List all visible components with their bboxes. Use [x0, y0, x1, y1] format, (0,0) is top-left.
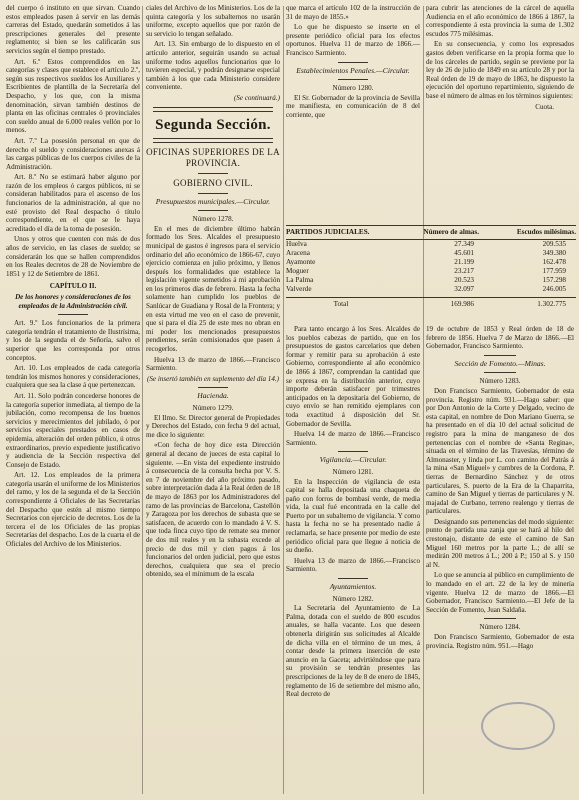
notice-number: Número 1279. [192, 404, 234, 412]
vigilancia-heading: Vigilancia.—Circular. [319, 455, 387, 465]
header-partidos: PARTIDOS JUDICIALES. [286, 228, 370, 236]
article-7: Art. 7.º La posesión personal en que de derecho el sueldo y consideraciones anexas á las cargas públicas de los cuerpos civiles de la Administración. [6, 136, 140, 171]
table-row [286, 249, 576, 258]
ayuntamientos-heading: Ayuntamientos. [329, 582, 377, 592]
column-2 [146, 4, 280, 796]
almas-cell: 20.523 [454, 276, 474, 284]
partido-cell: Huelva [286, 240, 307, 248]
column-divider [283, 6, 284, 794]
paragraph: Don Francisco Sarmiento, Gobernador de esta provincia. Registro núm. 951.—Hago [426, 633, 574, 650]
divider [198, 193, 227, 194]
column-3-bottom [286, 325, 420, 796]
paragraph: «Con fecha de hoy dice esta Dirección general al decano de jueces de esta capital lo siguiente. —En vista del expediente instruido á consecuencia de la consulta hecha por V. S. en 7 de noviembre del año próximo pasado, sobre interpretación dada á la Real órden de 18 de mayo de 1863 por los Administradores del ramo de las provincias de Barcelona, Castellón y Zaragoza por los derechos de subasta que se satisfacen, de acuerdo con lo mandado á V. S. que toda finca cuyo tipo de remate sea menor de dos mil reales y en la subasta excede al precio de dos mil y cien pagos á los funcionarios del orden judicial, pero que estos derechos, cualquiera que sea el precio obtenido, sea el mínimum de la escala [146, 441, 280, 579]
escudos-cell: 246.005 [542, 285, 566, 293]
column-1 [6, 4, 140, 796]
partido-cell: Ayamonte [286, 258, 316, 266]
paragraph: Para tanto encargo á los Sres. Alcaldes de los pueblos cabezas de partido, que en los presupuestos de gastos carcelarios que deben formar y remitir para su aprobación á este Gobierno, correspondiente al año económico de 1866 á 1867, comprendan la cantidad que se expresa en la distribución anterior, cuyo importe deberán satisfacer por trimestres anticipados en la depositaría del Gobierno, de cuyo envío se han remitido ejemplares con toda exactitud á disposición del Sr. Gobernador de Sevilla. [286, 325, 420, 428]
insert-note: (Se insertó también en suplemento del día 14.) [147, 374, 279, 383]
notice-number: Número 1284. [479, 623, 521, 632]
paragraph: del cuerpo ó instituto en que sirvan. Cuando estos empleados pasen á servir en las demás carreras del Estado, quedarán sometidos á las prescripciones generales del presente reglamento; si bien se les calificarán sus servicios según el tiempo prestado. [6, 4, 140, 55]
almas-cell: 23.217 [454, 267, 474, 275]
almas-cell: 32.097 [454, 285, 474, 293]
divider [338, 62, 367, 63]
gobierno-civil-heading: GOBIERNO CIVIL. [173, 177, 253, 188]
paragraph: Unos y otros que cuenten con más de dos años de servicio, en las clases de sueldo; se considerarán los que se hallen comprendidos en los Reales decretos de 28 de Noviembre de 1851 y 12 de Setiembre de 1861. [6, 235, 140, 278]
column-3-top [286, 4, 420, 220]
divider [338, 451, 367, 452]
escudos-cell: 162.478 [542, 258, 566, 266]
paragraph: En el mes de diciembre último habrán formado los Sres. Alcaldes el presupuesto municipal de gastos é ingresos para el servicio ordinario del año económico de 1866-67, cuyo ejercicio comienza en julio próximo, y llenos después los formalidades que establece la legislación vigente sometidos á mi aprobación en los primeros días de febrero. Hasta la fecha solamente han cumplido los pueblos de Sanlúcar de Guadiana y Rosal de la Frontera; y en esta virtud me veo en el caso de prevenir, que si para el día 25 de este mes no obran en mi poder los mencionados presupuestos pendientes, serán comisionados que pasen á recogerlos. [146, 224, 280, 354]
escudos-cell: 209.535 [542, 240, 566, 248]
chapter-title: CAPÍTULO II. [49, 282, 97, 291]
article-8: Art. 8.º No se estimará haber alguno por razón de los empleos ó cargos públicos, ni se consideran habilitados para el ascenso de los funcionarios de la administración, al que no esté provisto del Real despacho ó título correspondiente, en el que se le haya acreditado el día de la toma de posesión. [6, 173, 140, 233]
paragraph: El Sr. Gobernador de la provincia de Sevilla me manifiesta, en comunicación de 8 del corriente, que [286, 93, 420, 119]
continued-note: (Se continuará.) [233, 93, 280, 102]
section-subtitle: OFICINAS SUPERIORES DE LA PROVINCIA. [146, 146, 280, 168]
paragraph: Don Francisco Sarmiento, Gobernador de esta provincia. Registro núm. 931.—Hago saber: que por Don Antonio de la Corte y Delgado, vecino de esta capital, en nombre de Don Mariano Guerra, se ha presentado en el día 10 del actual solicitud de registro para la mina de manganeso de dos pertenencias con el nombre de «Santa Regina», situada en el término de las Travesías, término de Almonaster, y linda por L. con camino del Patrás á la mina «San Miguel» y cumbres de la Cordona, P. tierras de Bernardino Sánchez y de otros particulares, S. puerto de la Era de la Chaparrita, camino de San Miguel y tierras de particulares y N. majadal de Curbano, terreno realengo y tierras de particulares. [426, 386, 574, 516]
partido-cell: La Palma [286, 276, 314, 284]
paragraph: En su consecuencia, y como los expresados gastos deben verificarse en la propia forma que lo de los cárceles de partido, según se previene por la ley de 26 de julio de 1849 en su artículo 28 y por la Real órden de 19 de mayo de 1863, he dispuesto la ejecución del oportuno repartimiento, siguiendo de base el número de almas en los términos siguientes: [426, 40, 574, 100]
paragraph: que marca el artículo 102 de la instrucción de 31 de mayo de 1855.» [286, 4, 420, 21]
table-row [286, 267, 576, 276]
paragraph: Lo que he dispuesto se inserte en el presente periódico oficial para los efectos oportunos. Huelva 11 de marzo de 1866.—Francisco Sarmiento. [286, 23, 420, 57]
total-label: Total [333, 300, 349, 308]
table-header [286, 225, 576, 240]
divider [58, 314, 87, 315]
census-table [286, 225, 576, 309]
divider [198, 387, 227, 388]
escudos-cell: 349.380 [542, 249, 566, 257]
partido-cell: Moguer [286, 267, 309, 275]
paragraph: El Ilmo. Sr. Director general de Propiedades y Derechos del Estado, con fecha 9 del actual, me dice lo siguiente: [146, 413, 280, 439]
signature: Huelva 13 de marzo de 1866.—Francisco Sarmiento. [286, 556, 420, 574]
divider [338, 79, 367, 80]
article-6: Art. 6.º Estos comprendidos en las categorías y clases que establece el artículo 2.º, según sus respectivos sueldos los Auxiliares y Escribientes de plantilla de la Secretaría del Despacho, y los que, con la misma denominación, sirvan también destinos de planta en las oficinas centrales ó provinciales con sueldo anual de 6.000 reales vellón por lo menos. [6, 57, 140, 135]
paragraph: En la Inspección de vigilancia de esta capital se halla depositada una chaqueta de paño con forros de bombasí verde, de media vida, la cual fué encontrada en la calle del Puerto por un subalterno de vigilancia. Y como hasta la fecha no se ha presentado nadie á reclamarla, se hace presente por medio de este periódico oficial para que llegue á noticia de su dueño. [286, 477, 420, 555]
penales-heading: Establecimientos Penales.—Circular. [296, 65, 410, 75]
divider [484, 618, 517, 619]
paragraph: La Secretaría del Ayuntamiento de La Palma, dotada con el sueldo de 800 escudos anuales, se halla vacante. Los que deseen obtenerla dirigirán sus solicitudes al Alcalde de dicha villa en el término de un mes, á contar desde la primera inserción de este anuncio en la Gaceta; advirtiéndose que para su provisión se tendrán presentes las prescripciones de la ley de 8 de enero de 1845, reglamento de 16 de setiembre del mismo año, Real decreto de [286, 604, 420, 699]
almas-cell: 21.199 [454, 258, 474, 266]
divider [338, 578, 367, 579]
article-9: Art. 9.º Los funcionarios de la primera categoría tendrán el tratamiento de Ilustrísima, y los de la segunda el de Señoría, salvo el superior que les corresponda por otros conceptos. [6, 319, 140, 362]
header-escudos: Escudos milésimas. [516, 228, 576, 236]
paragraph: Lo que se anuncia al público en cumplimiento de lo mandado en el art. 22 de la ley de minería vigente. Huelva 12 de marzo de 1866.—El Gobernador, Francisco Sarmiento.—El Jefe de la Sección de Fomento, Juan Saldaña. [426, 571, 574, 614]
double-rule [153, 107, 274, 112]
partido-cell: Valverde [286, 285, 312, 293]
total-almas: 169.986 [450, 300, 474, 308]
total-escudos: 1.302.775 [537, 300, 566, 308]
article-13: Art. 13. Sin embargo de lo dispuesto en el artículo anterior, seguirán usando su actual uniforme todos aquellos funcionarios que lo tuvieren especial, y podrán designarse especial también á los que cada Ministerio considere conveniente. [146, 40, 280, 92]
notice-number: Número 1278. [192, 215, 234, 224]
table-total-row [286, 297, 576, 309]
almas-cell: 45.601 [454, 249, 474, 257]
column-4-top [426, 4, 574, 220]
notice-number: Número 1283. [479, 377, 521, 386]
escudos-cell: 157.298 [542, 276, 566, 284]
table-row [286, 258, 576, 267]
presupuestos-heading: Presupuestos municipales.—Circular. [155, 196, 271, 206]
paragraph: para cubrir las atenciones de la cárcel de aquella Audiencia en el año económico de 1866 á 1867, la correspondiente á esta provincia la suma de 1.302 escudos 775 milésimas. [426, 4, 574, 38]
column-divider [423, 6, 424, 794]
paragraph: Designando sus pertenencias del modo siguiente: punto de partida una zanja que se hará al hilo del crestonajo, distante de este el camino de San Miguel 160 metros por la parte L.; de allí se medirán 200 metros á L.; 200 á P.; 150 al S. y 150 al N. [426, 517, 574, 569]
chapter-subtitle: De los honores y consideraciones de los empleados de la Administración civil. [15, 293, 131, 310]
almas-cell: 27.349 [454, 240, 474, 248]
table-row [286, 285, 576, 294]
divider [484, 355, 517, 356]
table-row [286, 276, 576, 285]
notice-number: Número 1281. [332, 467, 374, 476]
notice-number: Número 1282. [332, 594, 374, 603]
article-10: Art. 10. Los empleados de cada categoría tendrán los mismos honores y consideraciones, cualquiera que sea la clase á que pertenezcan. [6, 364, 140, 390]
hacienda-heading: Hacienda. [197, 391, 229, 401]
section-title: Segunda Sección. [155, 116, 271, 133]
divider [198, 210, 227, 211]
table-body [286, 240, 576, 294]
notice-number: Número 1280. [332, 84, 374, 93]
divider [198, 173, 227, 174]
article-11: Art. 11. Solo podrán concederse honores de la categoría superior inmediata, al tiempo de la jubilación, como recompensa de los buenos servicios y merecimientos del jubilado, ó por servicios especiales prestados en casos de epidemia, alteración del orden público, ú otros extraordinarios, previo expediente justificativo y audiencia de la Sección respectiva del Consejo de Estado. [6, 391, 140, 469]
cuota-label: Cuota. [535, 102, 554, 111]
signature: Huelva 13 de marzo de 1866.—Francisco Sarmiento. [146, 355, 280, 373]
paragraph: ciales del Archivo de los Ministerios. Los de la quinta categoría y los subalternos no usarán uniforme, excepto aquellos que por razón de su servicio lo tengan señalado. [146, 4, 280, 38]
column-divider [142, 6, 143, 794]
article-12: Art. 12. Los empleados de la primera categoría usarán el uniforme de los Ministerios del ramo, y los de la segunda el de la Sección correspondiente á Oficiales de las Secretarías del Despacho que estén al mismo tiempo Secretarios con ejercicio de decretos. Los de la tercera el de los Oficiales de las propias Secretarías del despacho. Los de la cuarta el de Oficiales del Archivo de los Ministerios. [6, 471, 140, 549]
escudos-cell: 177.959 [542, 267, 566, 275]
paragraph: 19 de octubre de 1853 y Real órden de 18 de febrero de 1856. Huelva 7 de Marzo de 1866.—El Gobernador, Francisco Sarmiento. [426, 325, 574, 351]
header-almas: Número de almas. [423, 228, 479, 236]
signature: Huelva 14 de marzo de 1866.—Francisco Sarmiento. [286, 430, 420, 447]
divider [484, 372, 517, 373]
partido-cell: Aracena [286, 249, 310, 257]
double-rule [153, 138, 274, 143]
table-row [286, 240, 576, 249]
stamp-mark [481, 702, 555, 750]
fomento-heading: Sección de Fomento.—Minas. [454, 358, 546, 368]
